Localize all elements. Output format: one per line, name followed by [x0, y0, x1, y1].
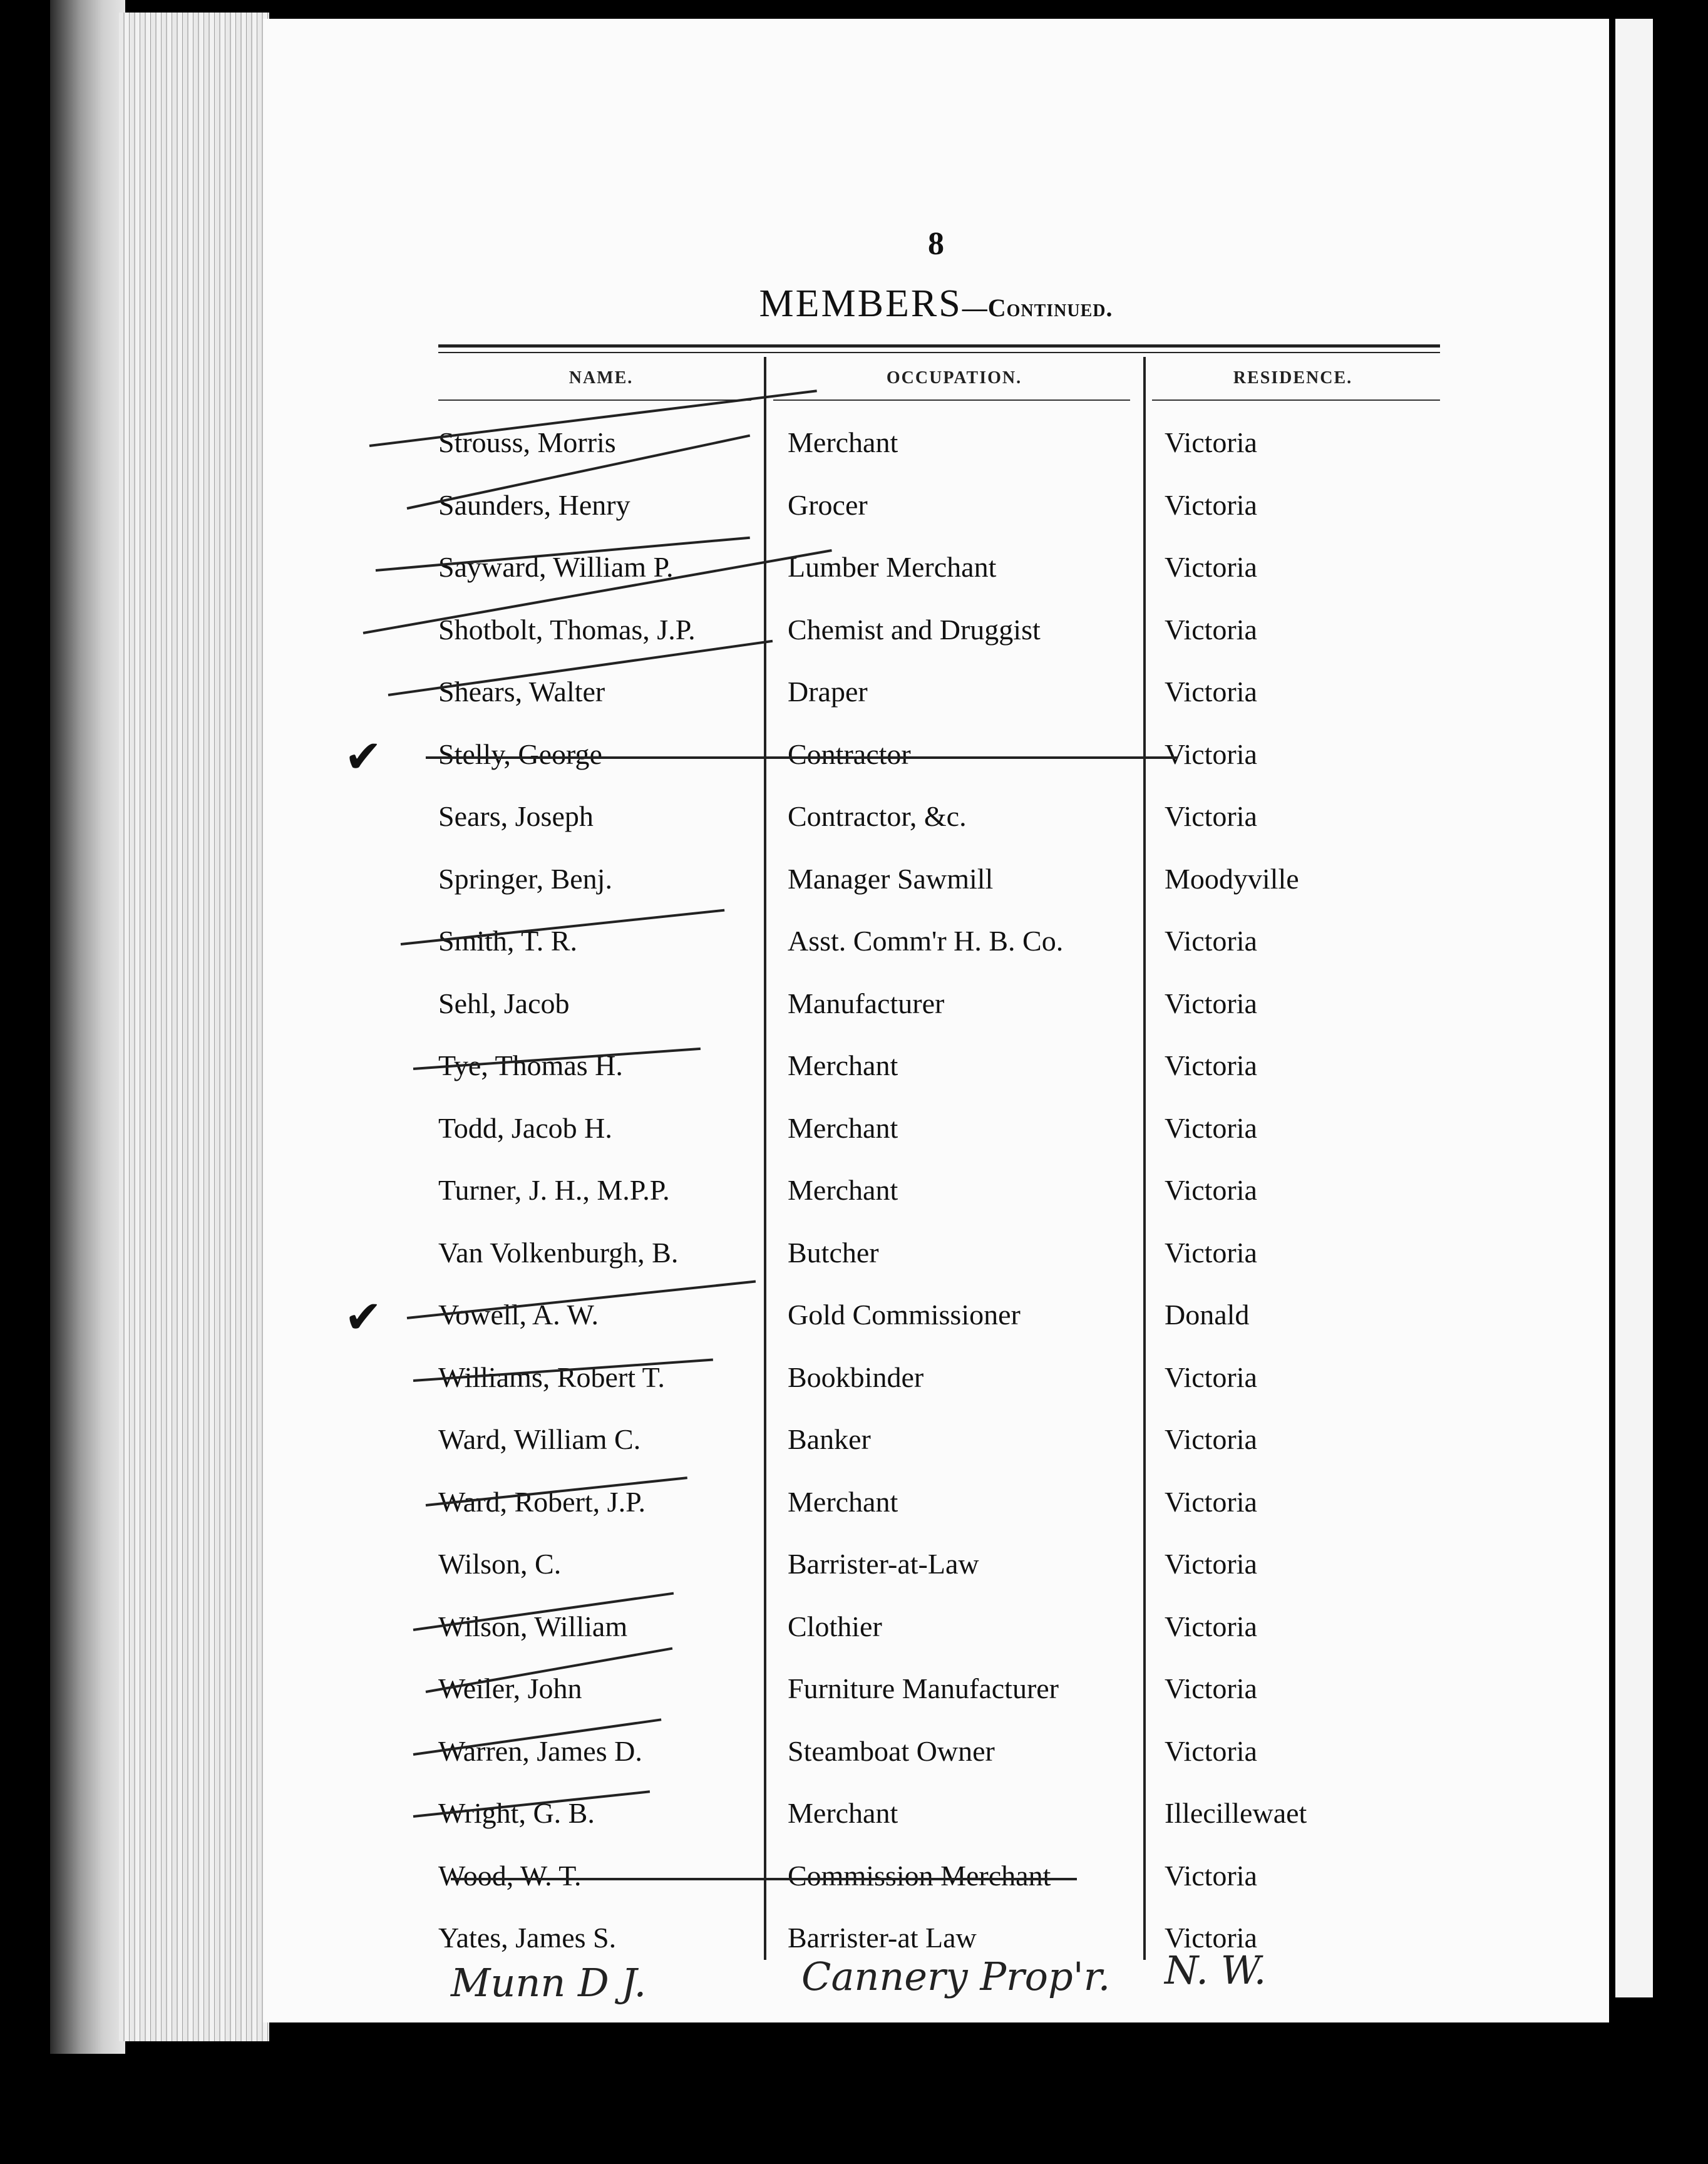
member-occupation: Chemist and Druggist: [788, 613, 1041, 646]
member-occupation: Merchant: [788, 426, 898, 458]
member-name: Van Volkenburgh, B.: [438, 1236, 679, 1269]
member-residence: Illecillewaet: [1165, 1797, 1307, 1829]
member-residence: Victoria: [1165, 676, 1257, 708]
member-occupation: Merchant: [788, 1797, 898, 1829]
header-occupation: OCCUPATION.: [886, 368, 1022, 388]
member-residence: Victoria: [1165, 738, 1257, 770]
header-underline-occupation: [773, 399, 1130, 401]
member-residence: Victoria: [1165, 925, 1257, 957]
member-name: Tye, Thomas H.: [438, 1049, 623, 1081]
member-name: Yates, James S.: [438, 1922, 617, 1954]
table-row: [263, 550, 1609, 613]
table-row: [263, 1423, 1609, 1485]
member-name: Vowell, A. W.: [438, 1299, 599, 1331]
member-name: Sehl, Jacob: [438, 987, 570, 1019]
member-residence: Victoria: [1165, 800, 1257, 832]
header-underline-residence: [1152, 399, 1440, 401]
pen-strike: [426, 756, 1177, 759]
title-main: MEMBERS: [759, 282, 962, 325]
member-residence: Victoria: [1165, 1236, 1257, 1269]
table-row: [263, 738, 1609, 800]
member-residence: Victoria: [1165, 551, 1257, 583]
member-residence: Victoria: [1165, 613, 1257, 646]
member-residence: Victoria: [1165, 1610, 1257, 1642]
table-row: [263, 1236, 1609, 1299]
handwritten-residence-1: N. W.: [1165, 1947, 1267, 1993]
member-name: Wilson, William: [438, 1610, 628, 1642]
member-occupation: Gold Commissioner: [788, 1299, 1021, 1331]
page-title: [263, 282, 1609, 326]
member-residence: Victoria: [1165, 1423, 1257, 1455]
member-occupation: Contractor: [788, 738, 911, 770]
member-name: Wood, W. T.: [438, 1859, 582, 1892]
member-occupation: Bookbinder: [788, 1361, 924, 1393]
table-row: [263, 1485, 1609, 1548]
table-row: [263, 924, 1609, 987]
member-name: Warren, James D.: [438, 1734, 642, 1767]
header-name: NAME.: [568, 368, 634, 388]
member-occupation: Furniture Manufacturer: [788, 1672, 1059, 1704]
handwritten-name-1: Munn D J.: [451, 1960, 647, 2006]
table-row: [263, 488, 1609, 551]
member-name: Sears, Joseph: [438, 800, 594, 832]
member-name: Wright, G. B.: [438, 1797, 595, 1829]
table-row: [263, 862, 1609, 925]
table-row: [263, 1049, 1609, 1111]
page-number: 8: [928, 226, 944, 262]
handwritten-occupation-1: Cannery Prop'r.: [801, 1954, 1111, 1999]
table-row: [263, 1173, 1609, 1236]
member-occupation: Contractor, &c.: [788, 800, 967, 832]
header-rule: [438, 344, 1440, 348]
member-name: Sayward, William P.: [438, 551, 674, 583]
member-occupation: Commission Merchant: [788, 1859, 1051, 1892]
member-residence: Victoria: [1165, 1672, 1257, 1704]
member-occupation: Lumber Merchant: [788, 551, 997, 583]
table-row: [263, 987, 1609, 1049]
member-occupation: Manager Sawmill: [788, 862, 994, 895]
member-name: Turner, J. H., M.P.P.: [438, 1174, 670, 1206]
facing-page-edge: [1615, 19, 1653, 1997]
header-rule-thin: [438, 352, 1440, 353]
member-name: Ward, William C.: [438, 1423, 641, 1455]
member-residence: Donald: [1165, 1299, 1250, 1331]
member-occupation: Barrister-at Law: [788, 1922, 977, 1954]
member-occupation: Merchant: [788, 1485, 898, 1518]
member-occupation: Merchant: [788, 1049, 898, 1081]
member-residence: Victoria: [1165, 1485, 1257, 1518]
member-name: Smith, T. R.: [438, 925, 577, 957]
table-row: [263, 1796, 1609, 1859]
member-residence: Victoria: [1165, 1049, 1257, 1081]
member-name: Todd, Jacob H.: [438, 1111, 612, 1144]
page-edges: [119, 13, 269, 2041]
member-occupation: Merchant: [788, 1111, 898, 1144]
member-occupation: Grocer: [788, 488, 868, 521]
member-name: Wilson, C.: [438, 1548, 562, 1580]
member-occupation: Draper: [788, 676, 868, 708]
book-spine: [50, 0, 125, 2054]
member-occupation: Clothier: [788, 1610, 882, 1642]
title-suffix: —Continued.: [962, 294, 1113, 322]
pen-strike: [451, 1878, 1077, 1880]
check-mark-icon: ✔: [344, 1291, 383, 1343]
member-residence: Victoria: [1165, 1111, 1257, 1144]
table-row: [263, 1361, 1609, 1423]
member-residence: Victoria: [1165, 1548, 1257, 1580]
member-occupation: Steamboat Owner: [788, 1734, 995, 1767]
member-occupation: Butcher: [788, 1236, 879, 1269]
document-page: [263, 19, 1609, 2022]
member-residence: Victoria: [1165, 1859, 1257, 1892]
table-row: [263, 1672, 1609, 1734]
member-residence: Victoria: [1165, 1361, 1257, 1393]
header-residence: RESIDENCE.: [1233, 368, 1353, 388]
table-row: [263, 1859, 1609, 1922]
member-occupation: Merchant: [788, 1174, 898, 1206]
member-residence: Victoria: [1165, 987, 1257, 1019]
table-row: [263, 1298, 1609, 1361]
table-row: [263, 1734, 1609, 1797]
member-residence: Victoria: [1165, 426, 1257, 458]
member-name: Saunders, Henry: [438, 488, 630, 521]
member-name: Springer, Benj.: [438, 862, 612, 895]
member-name: Williams, Robert T.: [438, 1361, 665, 1393]
member-residence: Victoria: [1165, 488, 1257, 521]
table-row: [263, 1111, 1609, 1174]
check-mark-icon: ✔: [344, 729, 383, 783]
member-name: Strouss, Morris: [438, 426, 616, 458]
member-occupation: Asst. Comm'r H. B. Co.: [788, 925, 1064, 957]
member-name: Ward, Robert, J.P.: [438, 1485, 646, 1518]
member-name: Weiler, John: [438, 1672, 582, 1704]
member-name: Shears, Walter: [438, 676, 605, 708]
member-residence: Victoria: [1165, 1922, 1257, 1954]
table-row: [263, 800, 1609, 862]
header-underline-name: [438, 399, 751, 401]
member-occupation: Banker: [788, 1423, 871, 1455]
member-occupation: Manufacturer: [788, 987, 945, 1019]
member-residence: Victoria: [1165, 1734, 1257, 1767]
table-row: [263, 613, 1609, 676]
member-name: Stelly, George: [438, 738, 602, 770]
member-name: Shotbolt, Thomas, J.P.: [438, 613, 696, 646]
member-occupation: Barrister-at-Law: [788, 1548, 979, 1580]
member-residence: Moodyville: [1165, 862, 1299, 895]
table-row: [263, 1547, 1609, 1610]
member-residence: Victoria: [1165, 1174, 1257, 1206]
table-row: [263, 1610, 1609, 1672]
